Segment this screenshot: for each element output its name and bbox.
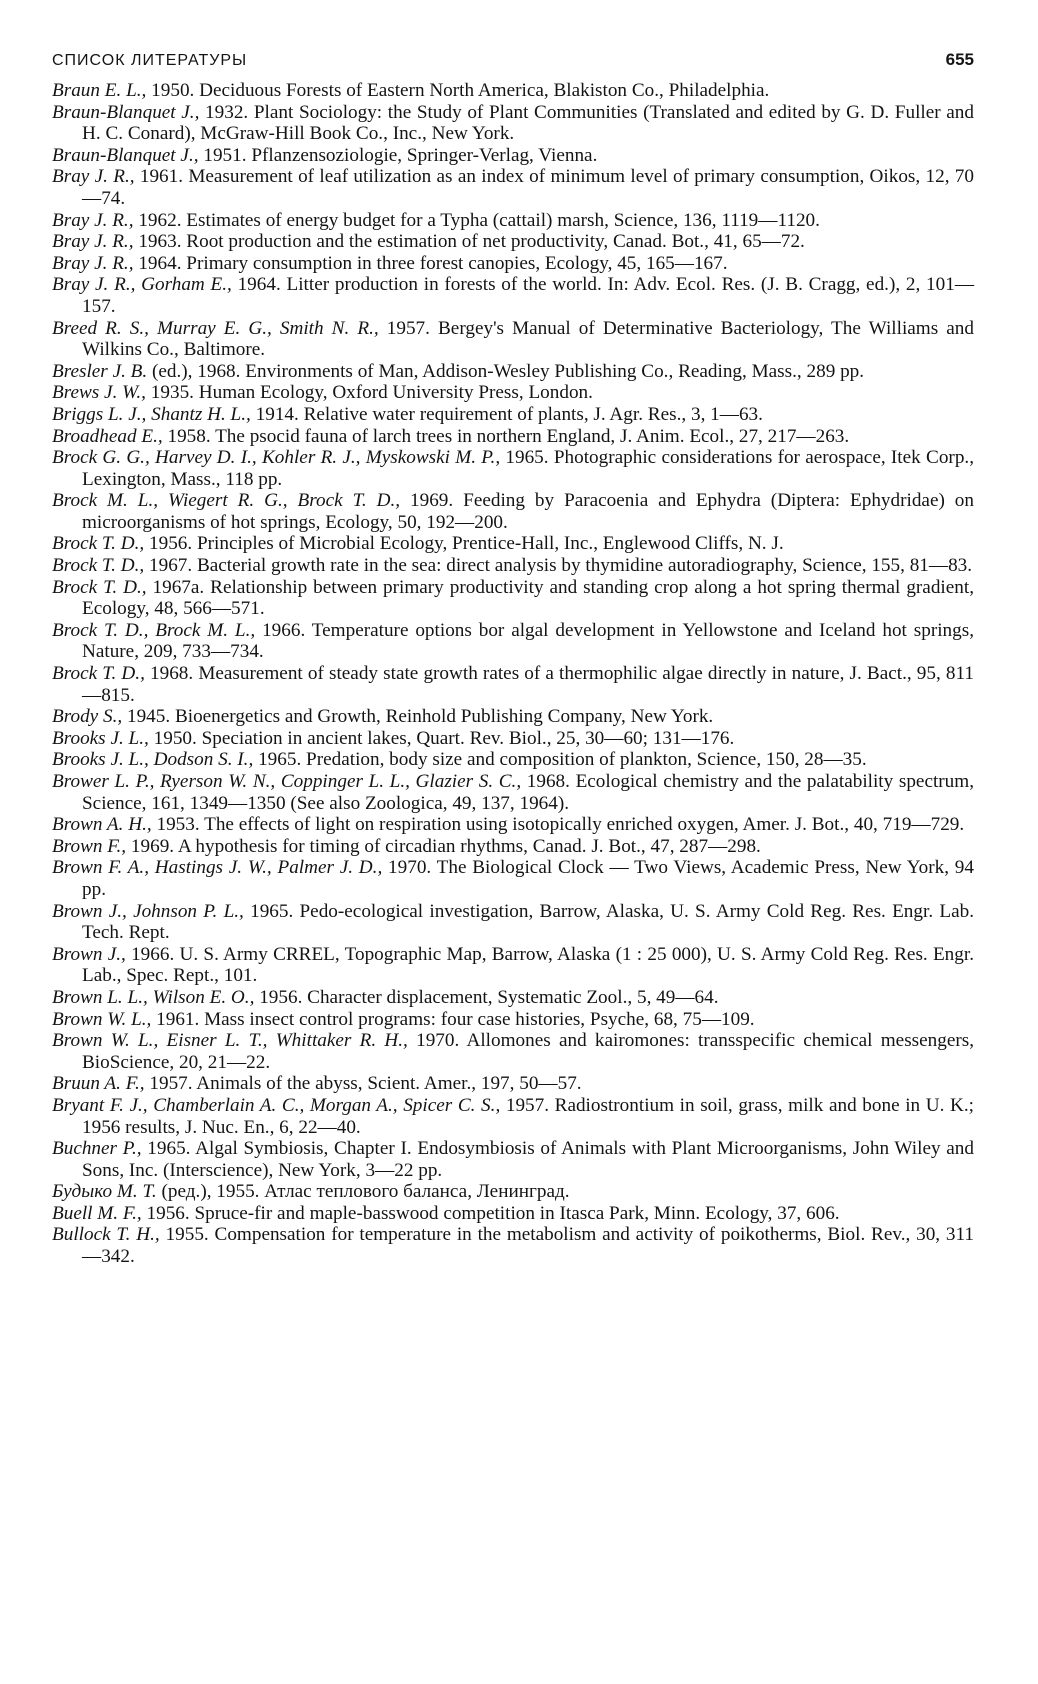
reference-authors: Brown F. A., Hastings J. W., Palmer J. D., [52,857,383,879]
reference-details: 1962. Estimates of energy budget for a Typha (cattail) marsh, Science, 136, 1119—1120. [133,209,820,231]
reference-authors: Brock T. D., [52,663,145,685]
reference-details: 1914. Relative water requirement of plants, J. Agr. Res., 3, 1—63. [250,403,763,425]
reference-details: 1961. Measurement of leaf utilization as an index of minimum level of primary consumption, Oikos, 12, 70—74. [82,166,974,209]
reference-details: 1968. Measurement of steady state growth rates of a thermophilic algae directly in nature, J. Bact., 95, 811—815. [82,663,974,706]
reference-entry [52,447,974,490]
reference-details: 1970. The Biological Clock — Two Views, Academic Press, New York, 94 pp. [82,857,974,900]
reference-details: 1956. Character displacement, Systematic Zool., 5, 49—64. [254,986,719,1008]
reference-details: 1969. A hypothesis for timing of circadian rhythms, Canad. J. Bot., 47, 287—298. [126,835,761,857]
reference-entry [52,1138,974,1181]
reference-authors: Broadhead E., [52,425,163,447]
reference-authors: Brown L. L., Wilson E. O., [52,986,255,1008]
reference-details: 1970. Allomones and kairomones: transspecific chemical messengers, BioScience, 20, 21—22. [82,1030,975,1073]
reference-entry [52,361,974,383]
reference-authors: Bruun A. F., [52,1073,145,1095]
running-header [52,50,974,70]
reference-authors: Braun E. L., [52,80,147,101]
reference-entry [52,1009,974,1031]
reference-entry [52,663,974,706]
reference-entry [52,987,974,1009]
reference-details: 1969. Feeding by Paracoenia and Ephydra (Diptera: Ephydridae) on microorganisms of hot springs, Ecology, 50, 192—200. [82,490,974,533]
reference-authors: Buell M. F., [52,1202,142,1224]
reference-entry [52,426,974,448]
reference-entry [52,404,974,426]
reference-details: 1965. Pedo-ecological investigation, Barrow, Alaska, U. S. Army Cold Reg. Res. Engr. Lab. Tech. Rept. [82,900,974,944]
reference-authors: Brock M. L., Wiegert R. G., Brock T. D., [52,490,401,512]
reference-authors: Brown F., [52,835,127,857]
reference-details: 1967a. Relationship between primary productivity and standing crop along a hot spring thermal gradient, Ecology, 48, 566—571. [82,576,974,620]
reference-entry [52,706,974,728]
reference-entry [52,620,974,663]
reference-details: 1964. Litter production in forests of the world. In: Adv. Ecol. Res. (J. B. Cragg, ed.), 2, 101—157. [82,274,975,317]
reference-entry [52,145,974,167]
reference-entry [52,857,974,900]
reference-entry [52,901,974,944]
reference-entry [52,1073,974,1095]
reference-details: 1957. Animals of the abyss, Scient. Amer., 197, 50—57. [144,1073,582,1095]
reference-authors: Brody S., [52,706,123,728]
reference-authors: Brooks J. L., [52,727,149,749]
reference-authors: Buchner P., [52,1138,142,1160]
reference-authors: Brown W. L., Eisner L. T., Whittaker R. H., [52,1030,408,1052]
reference-authors: Braun-Blanquet J., [52,144,199,166]
reference-entry [52,210,974,232]
reference-entry [52,771,974,814]
reference-details: 1967. Bacterial growth rate in the sea: direct analysis by thymidine autoradiography, Science, 155, 81—83. [144,555,973,577]
reference-entry [52,814,974,836]
reference-authors: Braun-Blanquet J., [52,101,200,123]
reference-entry [52,1203,974,1225]
reference-details: 1964. Primary consumption in three forest canopies, Ecology, 45, 165—167. [133,252,728,274]
reference-entry [52,577,974,620]
reference-entry [52,318,974,361]
reference-details: 1963. Root production and the estimation of net productivity, Canad. Bot., 41, 65—72. [133,231,805,253]
reference-entry [52,1030,974,1073]
reference-entry [52,274,974,317]
reference-details: 1945. Bioenergetics and Growth, Reinhold Publishing Company, New York. [122,706,714,728]
reference-authors: Bryant F. J., Chamberlain A. C., Morgan A., Spicer C. S., [52,1094,501,1116]
reference-details: 1950. Deciduous Forests of Eastern North America, Blakiston Co., Philadelphia. [146,80,770,101]
reference-authors: Brown W. L., [52,1008,152,1030]
reference-entry [52,1181,974,1203]
reference-authors: Bresler J. B. [52,360,148,382]
reference-details: 1951. Pflanzensoziologie, Springer-Verlag, Vienna. [198,144,598,166]
reference-entry [52,1095,974,1138]
reference-details: (ed.), 1968. Environments of Man, Addison-Wesley Publishing Co., Reading, Mass., 289 pp. [147,360,865,382]
book-page [52,50,974,1268]
reference-entry [52,1224,974,1267]
reference-details: 1953. The effects of light on respiration using isotopically enriched oxygen, Amer. J. Bot., 40, 719—729. [151,814,965,836]
page-number: 655 [945,50,974,69]
reference-authors: Brown A. H., [52,814,152,836]
reference-authors: Brews J. W., [52,382,146,404]
reference-entry [52,490,974,533]
reference-entry [52,80,974,102]
reference-authors: Brown J., Johnson P. L., [52,900,244,922]
reference-entry [52,749,974,771]
reference-details: 1965. Predation, body size and composition of plankton, Science, 150, 28—35. [253,749,867,771]
reference-authors: Будыко М. Т. [52,1181,157,1203]
reference-details: 1955. Compensation for temperature in the metabolism and activity of poikotherms, Biol. Rev., 30, 311—342. [82,1224,974,1268]
reference-authors: Brock T. D., [52,576,147,598]
reference-entry [52,231,974,253]
reference-entry [52,944,974,987]
reference-details: 1965. Algal Symbiosis, Chapter I. Endosymbiosis of Animals with Plant Microorganisms, John Wiley and Sons, Inc. (Interscience), New York, 3—22 pp. [82,1138,974,1181]
reference-list [52,80,974,1268]
reference-authors: Brock T. D., [52,533,145,555]
reference-authors: Brock T. D., [52,555,145,577]
reference-entry [52,533,974,555]
reference-authors: Briggs L. J., Shantz H. L., [52,403,251,425]
reference-authors: Brock G. G., Harvey D. I., Kohler R. J., Myskowski M. P., [52,447,501,469]
reference-authors: Bray J. R., [52,231,134,253]
reference-entry [52,253,974,275]
reference-details: 1956. Spruce-fir and maple-basswood competition in Itasca Park, Minn. Ecology, 37, 606. [141,1202,840,1224]
reference-authors: Bray J. R., [52,209,134,231]
reference-authors: Bray J. R., [52,252,134,274]
reference-details: 1935. Human Ecology, Oxford University Press, London. [145,382,593,404]
section-title: СПИСОК ЛИТЕРАТУРЫ [52,52,248,69]
reference-entry [52,836,974,858]
reference-details: 1958. The psocid fauna of larch trees in northern England, J. Anim. Ecol., 27, 217—263. [162,425,850,447]
reference-authors: Brooks J. L., Dodson S. I., [52,749,254,771]
reference-authors: Bray J. R., [52,166,135,188]
reference-entry [52,555,974,577]
reference-details: (ред.), 1955. Атлас теплового баланса, Ленинград. [156,1181,570,1203]
reference-details: 1957. Bergey's Manual of Determinative Bacteriology, The Williams and Wilkins Co., Baltimore. [82,317,974,361]
reference-authors: Brown J., [52,943,126,965]
reference-details: 1966. Temperature options bor algal development in Yellowstone and Iceland hot springs, Nature, 209, 733—734. [82,619,974,663]
reference-details: 1961. Mass insect control programs: four case histories, Psyche, 68, 75—109. [151,1008,755,1030]
reference-details: 1957. Radiostrontium in soil, grass, milk and bone in U. K.; 1956 results, J. Nuc. En., 6, 22—40. [82,1094,974,1138]
reference-entry [52,166,974,209]
reference-entry [52,102,974,145]
reference-details: 1968. Ecological chemistry and the palatability spectrum, Science, 161, 1349—1350 (See also Zoologica, 49, 137, 1964). [82,771,974,814]
reference-authors: Brower L. P., Ryerson W. N., Coppinger L. L., Glazier S. C., [52,771,522,792]
reference-details: 1965. Photographic considerations for aerospace, Itek Corp., Lexington, Mass., 118 pp. [82,447,975,490]
reference-entry [52,382,974,404]
reference-authors: Breed R. S., Murray E. G., Smith N. R., [52,317,379,339]
reference-authors: Brock T. D., Brock M. L., [52,619,256,641]
reference-authors: Bullock T. H., [52,1224,160,1246]
reference-details: 1932. Plant Sociology: the Study of Plant Communities (Translated and edited by G. D. Fuller and H. C. Conard), McGraw-Hill Book Co., Inc., New York. [82,101,974,145]
reference-entry [52,728,974,750]
reference-details: 1956. Principles of Microbial Ecology, Prentice-Hall, Inc., Englewood Cliffs, N. J. [144,533,784,555]
reference-authors: Bray J. R., Gorham E., [52,274,232,296]
reference-details: 1950. Speciation in ancient lakes, Quart. Rev. Biol., 25, 30—60; 131—176. [148,727,735,749]
reference-details: 1966. U. S. Army CRREL, Topographic Map, Barrow, Alaska (1 : 25 000), U. S. Army Cold Reg. Res. Engr. Lab., Spec. Rept., 101. [82,943,974,987]
